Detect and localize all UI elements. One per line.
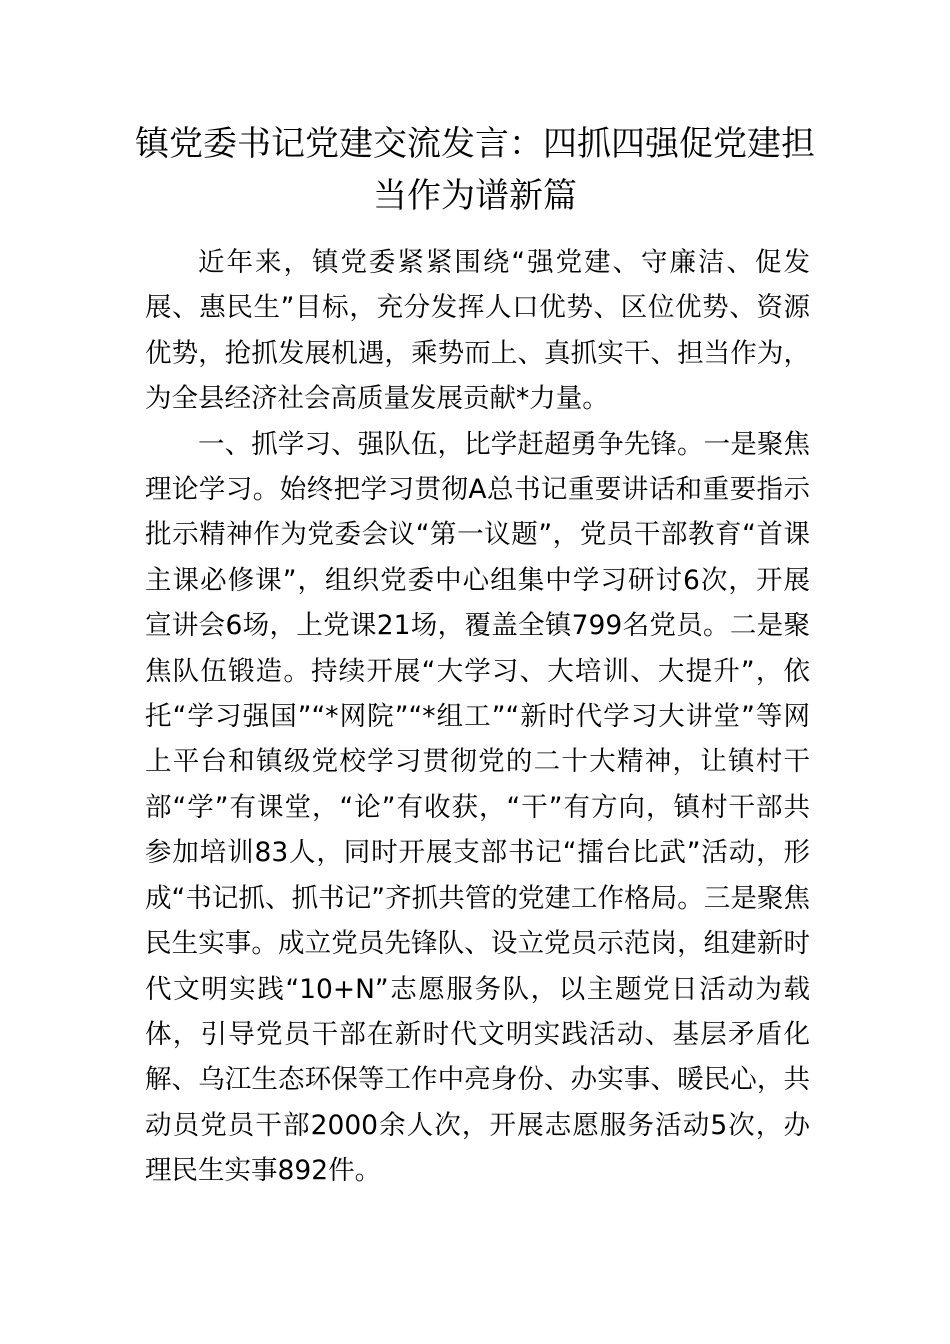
document-body bbox=[145, 240, 810, 1194]
paragraph-intro: 近年来，镇党委紧紧围绕“强党建、守廉洁、促发展、惠民生”目标，充分发挥人口优势、区位优势、资源优势，抢抓发展机遇，乘势而上、真抓实干、担当作为，为全县经济社会高质量发展贡献*力量。 bbox=[145, 247, 810, 415]
document-title: 镇党委书记党建交流发言：四抓四强促党建担当作为谱新篇 bbox=[135, 124, 815, 216]
paragraph-section-one: 一、抓学习、强队伍，比学赶超勇争先锋。一是聚焦理论学习。始终把学习贯彻A总书记重要讲话和重要指示批示精神作为党委会议“第一议题”，党员干部教育“首课主课必修课”，组织党委中心组集中学习研讨6次，开展宣讲会6场，上党课21场，覆盖全镇799名党员。二是聚焦队伍锻造。持续开展“大学习、大培训、大提升”，依托“学习强国”“*网院”“*组工”“新时代学习大讲堂”等网上平台和镇级党校学习贯彻党的二十大精神，让镇村干部“学”有课堂，“论”有收获，“干”有方向，镇村干部共参加培训83人，同时开展支部书记“擂台比武”活动，形成“书记抓、抓书记”齐抓共管的党建工作格局。三是聚焦民生实事。成立党员先锋队、设立党员示范岗，组建新时代文明实践“10+N”志愿服务队，以主题党日活动为载体，引导党员干部在新时代文明实践活动、基层矛盾化解、乌江生态环保等工作中亮身份、办实事、暖民心，共动员党员干部2000余人次，开展志愿服务活动5次，办理民生实事892件。 bbox=[145, 428, 810, 1187]
